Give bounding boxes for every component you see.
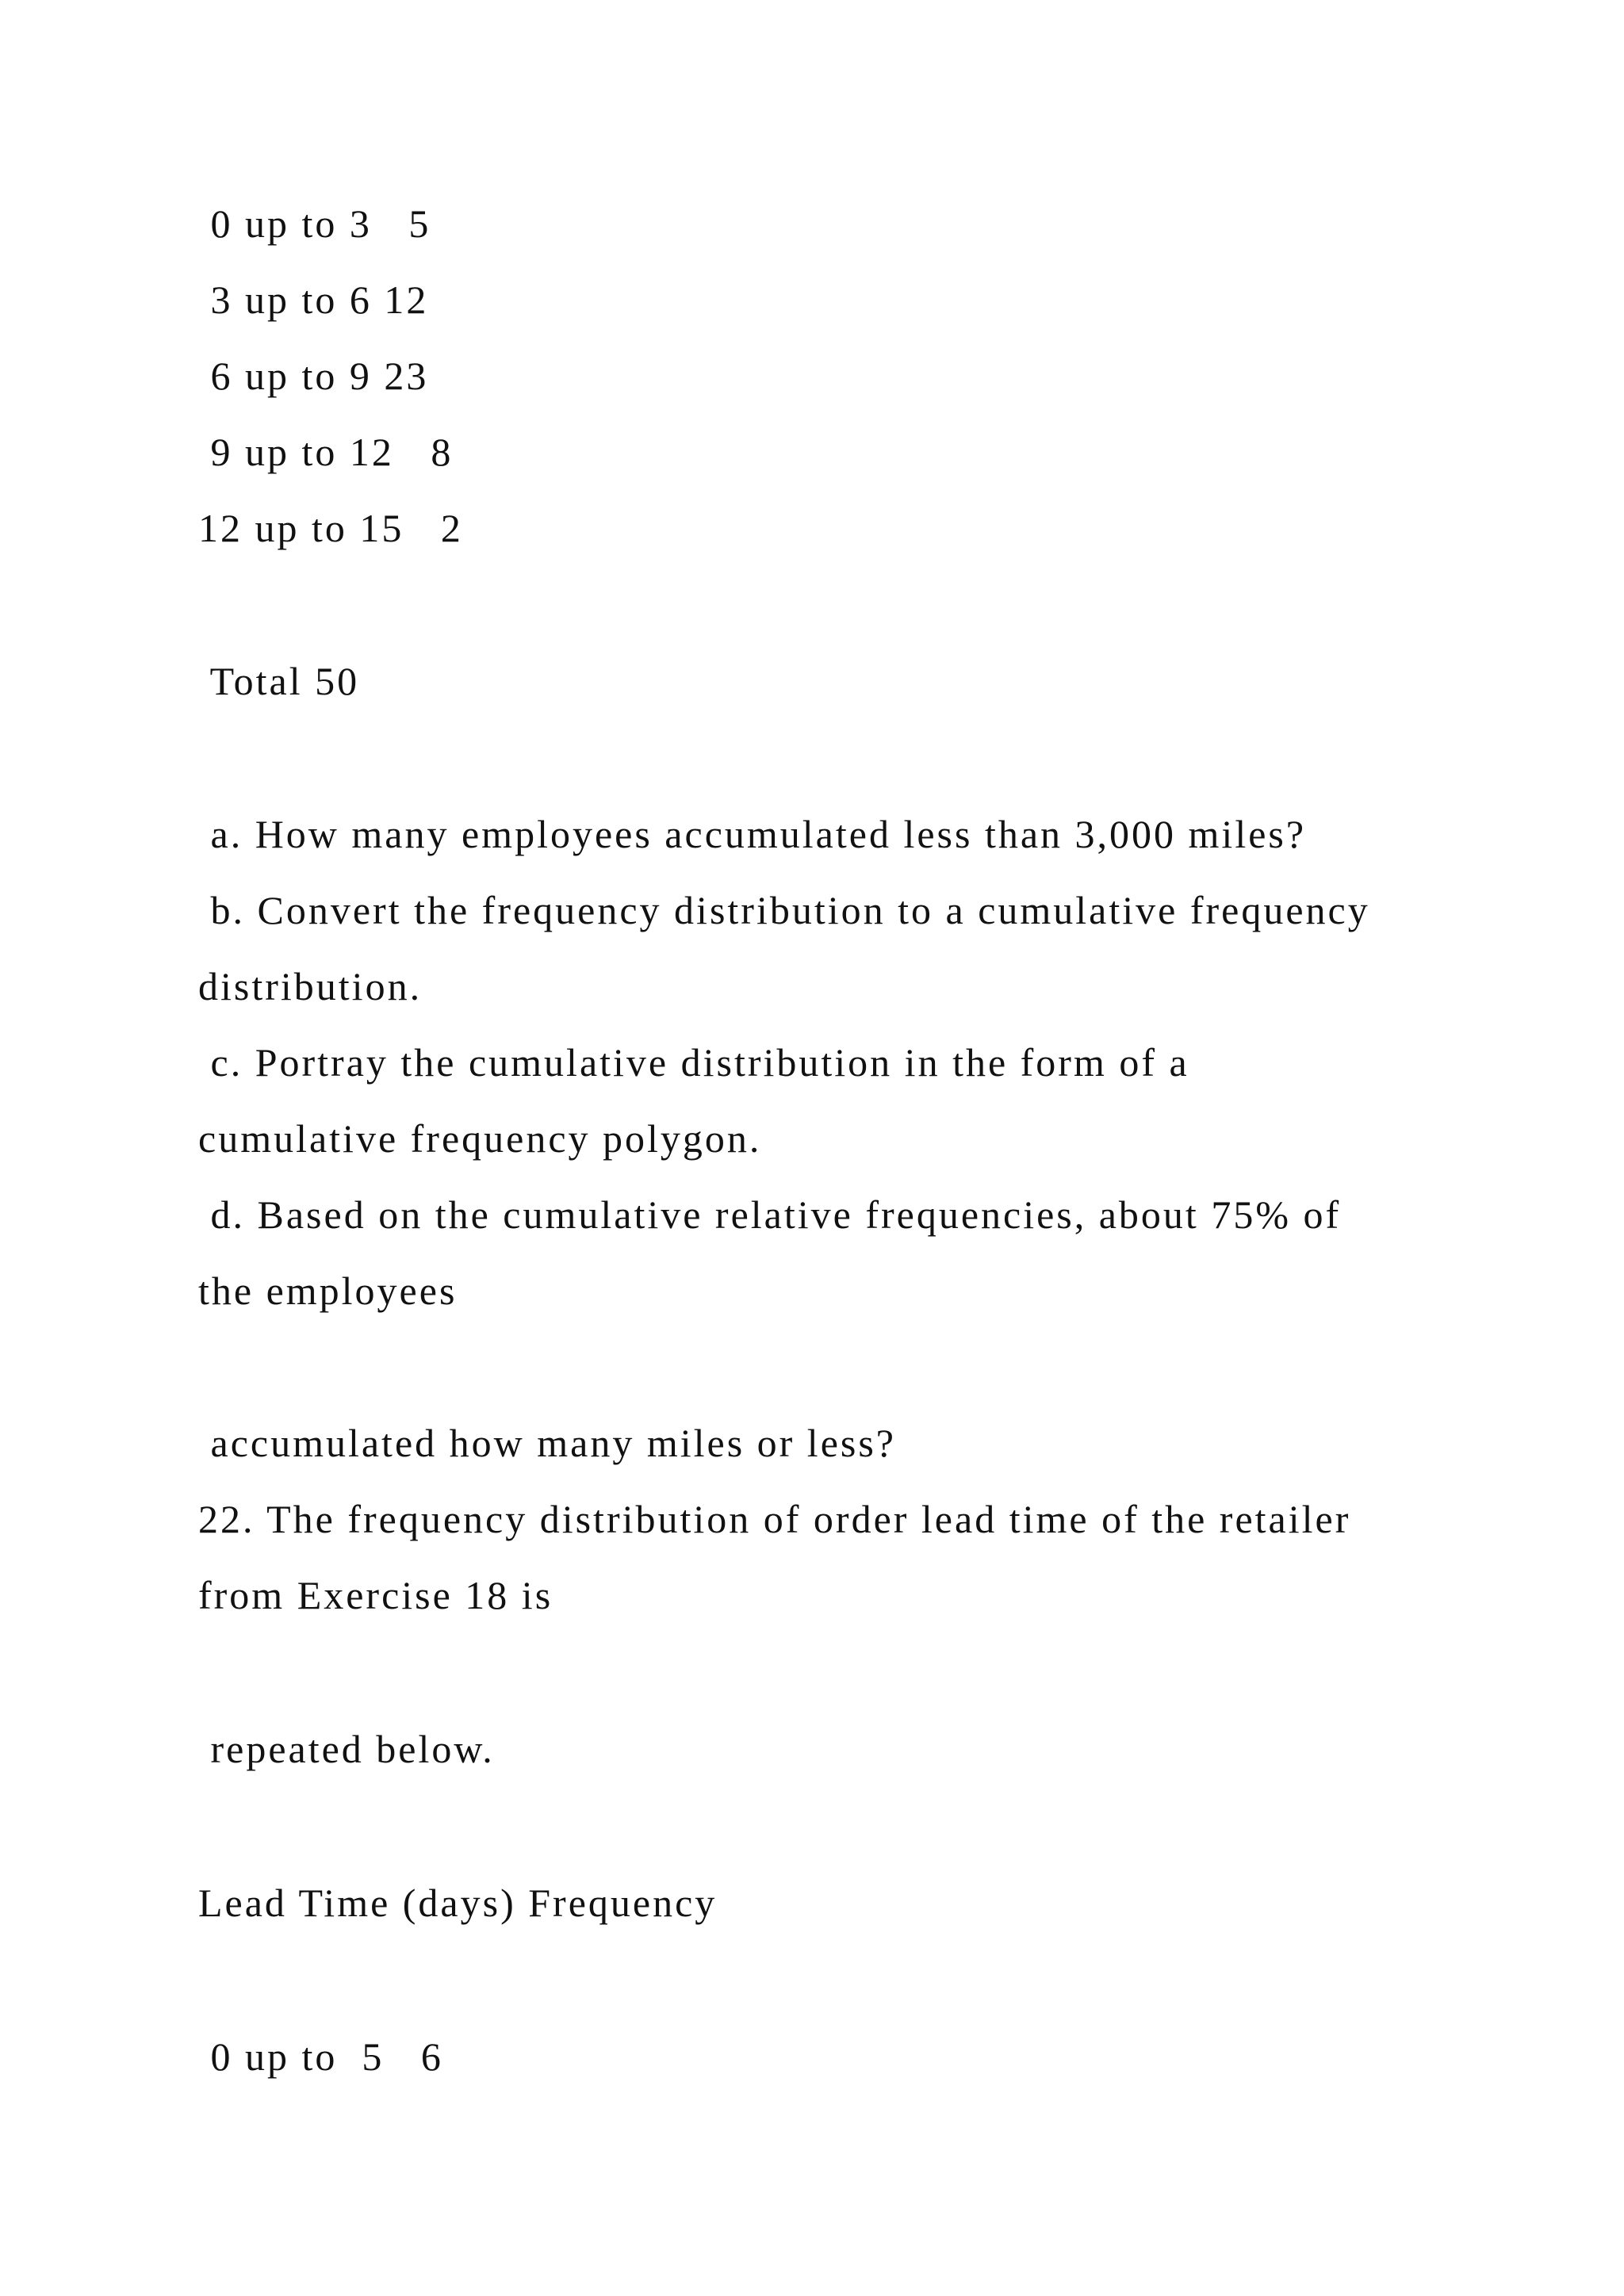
exercise-22-cont: from Exercise 18 is (198, 1573, 553, 1617)
freq-total: Total 50 (198, 659, 360, 703)
exercise-22: 22. The frequency distribution of order lead time of the retailer (198, 1497, 1351, 1541)
lead-time-header: Lead Time (days) Frequency (198, 1881, 718, 1925)
freq-row-9-12: 9 up to 12 8 (198, 430, 454, 474)
question-d: d. Based on the cumulative relative frequencies, about 75% of (198, 1192, 1342, 1237)
freq-row-0-3: 0 up to 3 5 (198, 201, 431, 246)
lead-time-row-0-5: 0 up to 5 6 (198, 2034, 443, 2079)
question-b-cont: distribution. (198, 964, 423, 1008)
question-c-cont: cumulative frequency polygon. (198, 1116, 762, 1161)
question-a: a. How many employees accumulated less than 3,000 miles? (198, 812, 1307, 856)
question-d-cont: the employees (198, 1269, 458, 1313)
exercise-22-cont-2: repeated below. (198, 1727, 495, 1771)
freq-row-3-6: 3 up to 6 12 (198, 277, 429, 322)
question-d-cont-2: accumulated how many miles or less? (198, 1421, 896, 1465)
freq-row-6-9: 6 up to 9 23 (198, 354, 429, 398)
freq-row-12-15: 12 up to 15 2 (198, 506, 463, 550)
question-c: c. Portray the cumulative distribution in the form of a (198, 1040, 1189, 1085)
question-b: b. Convert the frequency distribution to a cumulative frequency (198, 888, 1370, 932)
